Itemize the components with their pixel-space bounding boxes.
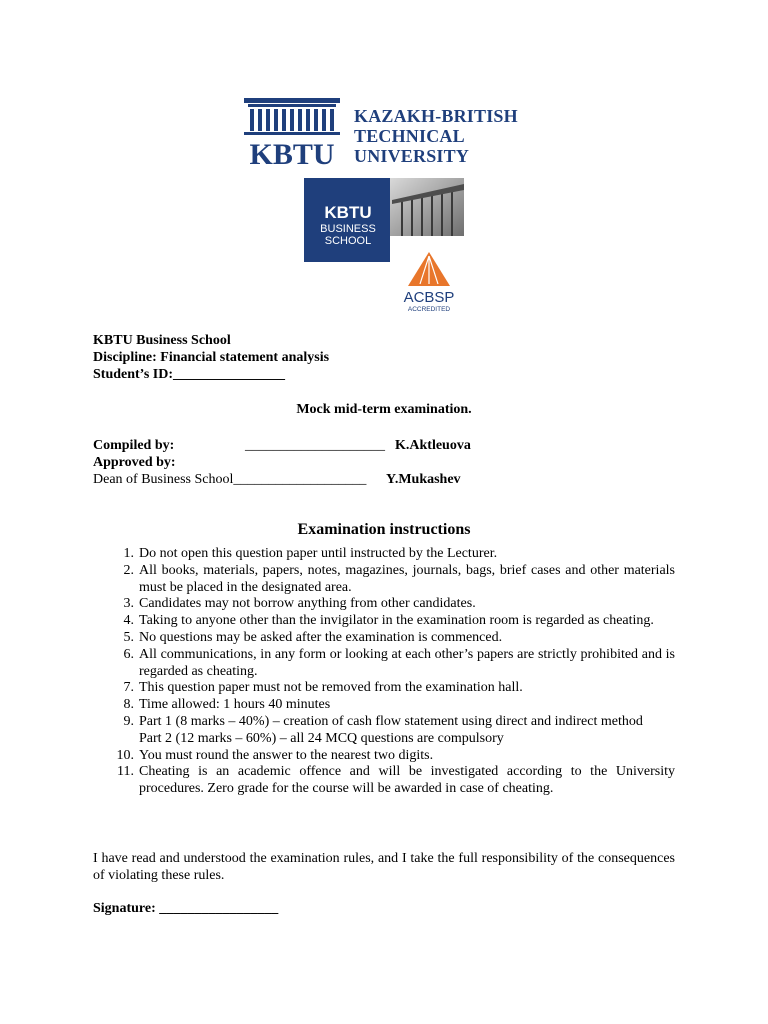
university-name — [354, 106, 518, 166]
instruction-number: 3. — [123, 596, 134, 612]
university-name-line-1: KAZAKH-BRITISH — [354, 106, 518, 126]
instruction-item — [112, 680, 675, 697]
instruction-number: 4. — [123, 613, 134, 629]
acbsp-accredited: ACCREDITED — [407, 306, 451, 313]
compiled-name: K.Aktleuova — [395, 438, 471, 453]
instruction-number: 8. — [123, 697, 134, 713]
school-logo-school: SCHOOL — [324, 235, 372, 247]
instruction-number: 6. — [123, 646, 134, 662]
instruction-text: No questions may be asked after the examination is commenced. — [139, 629, 503, 645]
signature-field: Signature: _________________ — [93, 901, 279, 916]
discipline: Discipline: Financial statement analysis — [93, 350, 330, 365]
compiled-signature-line: ____________________ — [245, 438, 385, 453]
compiled-label: Compiled by: — [93, 438, 175, 453]
instruction-number: 2. — [123, 562, 134, 578]
instruction-item — [112, 546, 675, 563]
exam-title: Mock mid-term examination. — [296, 402, 472, 417]
university-name-line-2: TECHNICAL — [354, 126, 465, 146]
instruction-number: 5. — [123, 629, 134, 645]
course-header — [93, 332, 329, 383]
instruction-item — [112, 596, 675, 613]
approval-block — [93, 437, 693, 488]
instruction-number: 1. — [123, 546, 134, 561]
instruction-text: Time allowed: 1 hours 40 minutes — [139, 697, 331, 713]
dean-name: Y.Mukashev — [386, 472, 461, 487]
instruction-item — [112, 748, 675, 765]
instruction-text: Part 1 (8 marks – 40%) – creation of cash flow statement using direct and indirect method — [139, 713, 643, 729]
instruction-item — [112, 613, 675, 630]
instruction-text: Do not open this question paper until instructed by the Lecturer. — [139, 546, 498, 561]
instruction-text: You must round the answer to the nearest two digits. — [139, 747, 434, 763]
kbtu-building-icon — [242, 98, 342, 166]
kbtu-logo — [242, 98, 542, 168]
student-id-field: Student’s ID:________________ — [93, 367, 285, 382]
acbsp-logo — [396, 250, 462, 314]
instruction-item — [112, 714, 675, 748]
instruction-text: Cheating is an academic offence and will be investigated according to the University procedures. Zero grade for the course will be awarded in case of cheating. — [139, 764, 675, 797]
instruction-item — [112, 697, 675, 714]
instruction-item — [112, 764, 675, 798]
instruction-item — [112, 563, 675, 597]
instruction-text: Candidates may not borrow anything from other candidates. — [139, 596, 476, 612]
kbtu-abbrev: KBTU — [249, 138, 335, 166]
instruction-text: Taking to anyone other than the invigilator in the examination room is regarded as cheating. — [139, 613, 654, 629]
school-logo-business: BUSINESS — [320, 223, 376, 235]
dean-label: Dean of Business School___________________ — [93, 472, 367, 487]
approved-label: Approved by: — [93, 455, 176, 470]
instruction-number: 9. — [123, 713, 134, 729]
instruction-subtext: Part 2 (12 marks – 60%) – all 24 MCQ questions are compulsory — [139, 730, 504, 746]
school-name: KBTU Business School — [93, 333, 231, 348]
school-logo-kbtu: KBTU — [324, 203, 372, 222]
instruction-number: 10. — [116, 747, 134, 763]
instruction-item — [112, 647, 675, 681]
instruction-number: 11. — [117, 764, 134, 780]
instruction-item — [112, 630, 675, 647]
acbsp-text: ACBSP — [403, 289, 455, 306]
declaration-text: I have read and understood the examination rules, and I take the full responsibility of the consequences of violating these rules. — [93, 851, 675, 883]
instruction-text: This question paper must not be removed from the examination hall. — [139, 680, 523, 696]
instruction-text: All communications, in any form or looking at each other’s papers are strictly prohibited and is regarded as cheating. — [139, 646, 675, 679]
university-name-line-3: UNIVERSITY — [354, 146, 470, 166]
instruction-number: 7. — [123, 680, 134, 696]
instruction-text: All books, materials, papers, notes, magazines, journals, bags, brief cases and other materials must be placed in the designated area. — [139, 562, 675, 595]
instructions-list — [112, 546, 675, 798]
instructions-title: Examination instructions — [297, 521, 471, 538]
